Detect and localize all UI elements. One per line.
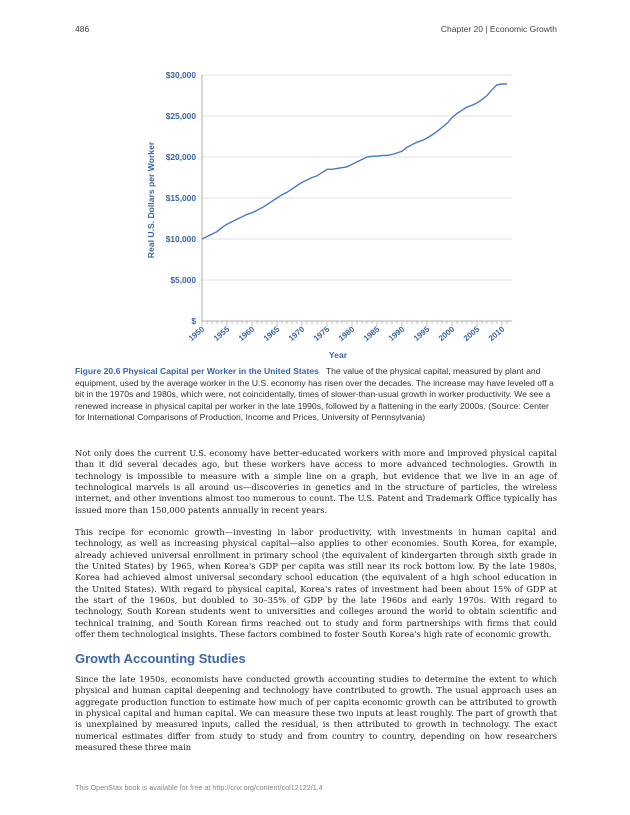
x-tick-label: 1990 [386,324,407,343]
page-number: 486 [75,24,90,34]
x-tick-label: 1970 [286,324,307,343]
x-axis-label: Year [328,350,348,360]
x-tick-label: 1955 [211,324,232,343]
y-tick-label: $20,000 [165,152,196,162]
x-tick-label: 2000 [436,324,457,343]
x-tick-label: 2010 [486,324,507,343]
series-line [202,84,507,239]
body-paragraph-2: This recipe for economic growth—investing in labor productivity, with investments in human capital and technology, as well as increasing physical capital—also applies to other economies. South Korea, for example, already achieved universal enrollment in primary school (the equivalent of kindergarten through sixth grade in the United States) by 1965, when Korea's GDP per capita was still near its rock bottom low. By the late 1980s, Korea had achieved almost universal secondary school education (the equivalent of a high school education in the United States). With regard to physical capital, Korea's rates of investment had been about 15% of GDP at the start of the 1960s, but doubled to 30–35% of GDP by the late 1960s and early 1970s. With regard to technology, South Korean students went to universities and colleges around the world to obtain scientific and technical training, and South Korean firms reached out to study and form partnerships with firms that could offer them technological insights. These factors combined to foster South Korea's high rate of economic growth. [75,527,557,640]
x-tick-label: 1985 [361,324,382,343]
y-tick-label: $5,000 [170,275,196,285]
footer-note: This OpenStax book is available for free at http://cnx.org/content/col12122/1.4 [75,783,323,792]
y-tick-label: $30,000 [165,70,196,80]
x-tick-label: 1975 [311,324,332,343]
y-tick-label: $25,000 [165,111,196,121]
section-heading: Growth Accounting Studies [75,651,246,666]
capital-per-worker-chart [140,60,530,366]
x-tick-label: 2005 [461,324,482,343]
y-tick-label: $ [191,316,196,326]
x-tick-label: 1950 [186,324,207,343]
x-tick-label: 1960 [236,324,257,343]
body-paragraph-1: Not only does the current U.S. economy have better-educated workers with more and improved physical capital than it did several decades ago, but these workers have access to more advanced technologies. Growth in technology is impossible to measure with a simple line on a graph, but evidence that we live in an age of technological marvels is all around us—discoveries in genetics and in the structure of particles, the wireless internet, and other inventions almost too numerous to count. The U.S. Patent and Trademark Office typically has issued more than 150,000 patents annually in recent years. [75,448,557,515]
figure-caption [75,366,557,424]
body-paragraph-3: Since the late 1950s, economists have conducted growth accounting studies to determine the extent to which physical and human capital deepening and technology have contributed to growth. The usual approach uses an aggregate production function to estimate how much of per capita economic growth can be attributed to growth in physical capital and human capital. We can measure these two inputs at least roughly. The part of growth that is unexplained by measured inputs, called the residual, is then attributed to growth in technology. The exact numerical estimates differ from study to study and from country to country, depending on how researchers measured these three main [75,674,557,753]
chapter-title: Chapter 20 | Economic Growth [440,24,557,34]
y-tick-label: $15,000 [165,193,196,203]
x-tick-label: 1965 [261,324,282,343]
figure-title: Figure 20.6 Physical Capital per Worker in the United States [75,366,319,376]
figure-description: The value of the physical capital, measured by plant and equipment, used by the average worker in the U.S. economy has risen over the decades. The increase may have leveled off a bit in the 1970s and 1980s, which were, not coincidentally, times of slower-than-usual growth in worker productivity. We see a renewed increase in physical capital per worker in the late 1990s, followed by a flattening in the early 2000s. (Source: Center for International Comparisons of Production, Income and Prices, University of Pennsylvania) [75,366,554,422]
y-axis-label: Real U.S. Dollars per Worker [146,141,156,259]
x-tick-label: 1995 [411,324,432,343]
y-tick-label: $10,000 [165,234,196,244]
x-tick-label: 1980 [336,324,357,343]
